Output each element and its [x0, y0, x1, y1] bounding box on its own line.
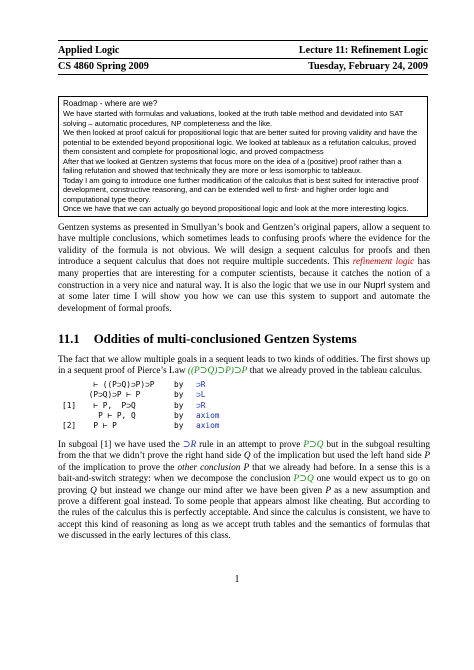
proof-by: by [174, 400, 184, 410]
para-text: In subgoal [1] we have used the [58, 440, 183, 450]
page-number: 1 [234, 574, 240, 585]
roadmap-line: Once we have that we can actually go beyond propositional logic and look at the more interesting logics. [63, 203, 409, 213]
proof-line [62, 421, 219, 431]
para-text: but in the subgoal resulting from the that we didn’t prove the right hand side [58, 440, 430, 462]
header-row-2 [58, 60, 428, 73]
roadmap-line: We have started with formulas and valuations, looked at the truth table method and devidated into SAT solving – automatic procedures, NP completeness and the like. [63, 109, 404, 128]
intro-text: has many properties that are interesting for a computer scientists, because it catches the notion of a construction in a very nice and natural way. It is also the logic that we use in our [58, 257, 431, 292]
formula: Q [90, 485, 97, 496]
proof-rule: axiom [196, 421, 220, 431]
intro-paragraph [58, 223, 430, 315]
proof-label: [1] [62, 400, 77, 410]
section-heading [58, 332, 357, 347]
formula: Q [243, 451, 251, 462]
proof-by: by [174, 421, 184, 431]
roadmap-title: Roadmap - where are we? [63, 99, 158, 108]
proof-sequent: (P⊃Q)⊃P ⊢ P [84, 390, 141, 400]
intro-text: Gentzen systems as presented in Smullyan’s book and Gentzen’s original papers, allow a sequent to have multiple conclusions, which sometimes leads to confusing proofs where the evidence for the validity of the formula is not obvious. We will design a sequent calculus for proofs and then introduce a sequent calculus that does not require multiple succedents. This [58, 223, 430, 268]
proof-line [62, 390, 219, 400]
proof-sequent: P ⊢ P [84, 421, 117, 431]
intro-text: system and at some later time I will show you how we can use this system to support and automate the development of formal proofs. [58, 281, 430, 314]
proof-rule: axiom [196, 410, 220, 420]
course-name: Applied Logic [58, 45, 120, 56]
paragraph-subgoal [58, 440, 430, 543]
formula: P [424, 451, 430, 462]
formula: P⊃Q [303, 440, 324, 450]
semester: CS 4860 Spring 2009 [58, 61, 149, 72]
header-top-rule [58, 40, 428, 41]
header-row-1 [58, 44, 428, 57]
proof-line [62, 401, 219, 411]
para-text: of the implication to prove the [58, 462, 178, 473]
proof-line [62, 411, 219, 421]
proof-by: by [174, 380, 184, 389]
para-text: but instead we change our mind after we have been given [96, 485, 326, 496]
sequent-proof [62, 380, 219, 431]
formula: P [325, 485, 332, 496]
para-text: of the implication but used the left hand side [250, 451, 425, 462]
para-text: that we already had before. In a sense this is a bait-and-switch strategy: when we decompose the conclusion [58, 462, 430, 485]
proof-sequent: ⊢ P, P⊃Q [84, 400, 136, 410]
roadmap-line: Today I am going to introduce one further modification of the calculus that is best suited for interactive proof development, constructive reasoning, and can be extended well to first- and higher order logic and computational type theory. [63, 175, 419, 204]
formula: P⊃Q [293, 474, 314, 485]
formula: P [243, 462, 250, 473]
section-title: Oddities of multi-conclusioned Gentzen Systems [93, 332, 357, 346]
proof-rule: ⊃R [196, 400, 206, 410]
proof-by: by [174, 410, 184, 420]
emphasis: other conclusion [177, 462, 241, 473]
para-text: rule in an attempt to prove [196, 440, 304, 450]
nuprl-name: Nuprl [363, 280, 386, 291]
roadmap-line: We then looked at proof calculi for propositional logic that are better suited for proving validity and have the potential to be extended beyond propositional logic. We looked at tableaux as a refutation calculus, proved them consistent and complete for propositional logic, and proved compactness [63, 128, 418, 157]
para-text: The fact that we allow multiple goals in a sequent leads to two kinds of oddities. The first shows up in a sequent proof of Pierce’s Law [58, 355, 430, 377]
proof-rule: ⊃L [196, 390, 206, 400]
roadmap-line: After that we looked at Gentzen systems that focus more on the idea of a (positive) proof rather than a failing refutation and showed that technically they are more or less isomorphic to tableaux. [63, 156, 402, 176]
roadmap-box [58, 96, 428, 217]
proof-sequent: ⊢ ((P⊃Q)⊃P)⊃P [84, 380, 155, 389]
rule-ref: ⊃R [182, 440, 197, 450]
proof-label [62, 411, 84, 421]
paragraph-pierce [58, 355, 430, 378]
section-number: 11.1 [58, 332, 80, 346]
header-mid-rule [58, 58, 428, 59]
proof-label: [2] [62, 421, 77, 431]
proof-label [62, 380, 84, 390]
para-text: one would expect us to go on proving [58, 474, 430, 496]
para-text: that we already proved in the tableau calculus. [247, 366, 423, 377]
lecture-date: Tuesday, February 24, 2009 [308, 61, 428, 72]
page-header [58, 40, 428, 75]
proof-sequent: P ⊢ P, Q [84, 410, 136, 420]
lecture-title: Lecture 11: Refinement Logic [298, 45, 428, 56]
header-bottom-rule [58, 74, 428, 75]
proof-rule: ⊃R [196, 380, 206, 389]
para-text: as a new assumption and prove a different goal instead. To some people that appears almost like cheating. But according to the rules of the calculus this is perfectly acceptable. And since the calculus is consistent, we have to accept this kind of reasoning as long as we accept truth tables and the semantics of formulas that we discussed in the early lectures of this class. [58, 485, 430, 542]
pierce-formula: ((P⊃Q)⊃P)⊃P [187, 366, 248, 377]
refinement-logic-term: refinement logic [352, 257, 415, 268]
proof-label [62, 390, 84, 400]
proof-line [62, 380, 219, 390]
proof-by: by [174, 390, 184, 400]
